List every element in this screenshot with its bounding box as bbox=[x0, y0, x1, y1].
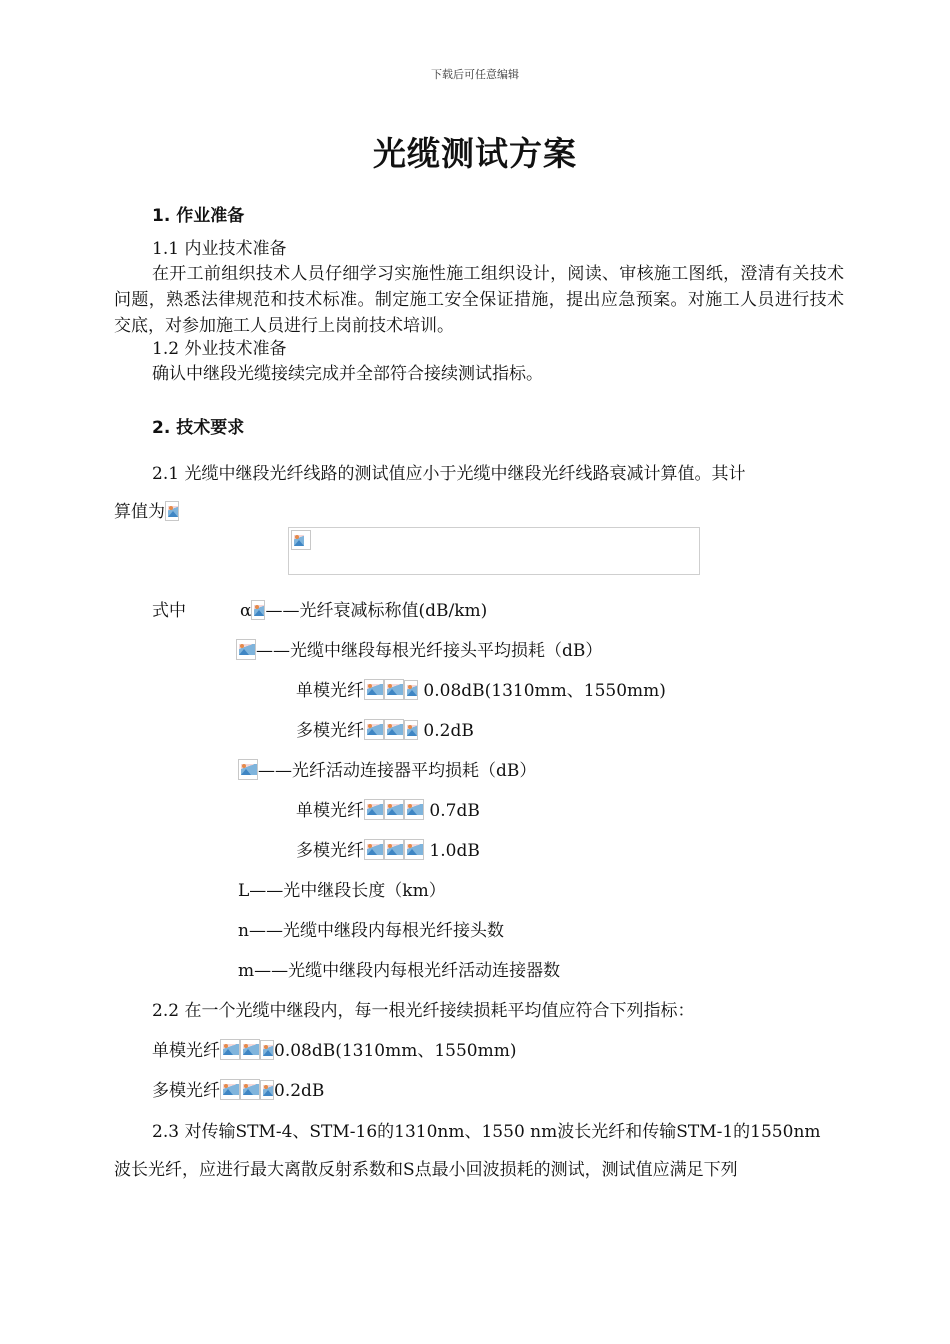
connector-single-mode-row bbox=[296, 799, 480, 824]
para-2-1-line2-text: 算值为 bbox=[114, 502, 165, 522]
broken-image-icon bbox=[291, 530, 311, 550]
alpha-description: ——光纤衰减标称值(dB/km) bbox=[265, 601, 488, 621]
L-definition: L——光中继段长度（km） bbox=[238, 881, 446, 901]
p22-multi-mode-row bbox=[152, 1079, 324, 1104]
broken-image-icon bbox=[384, 679, 404, 700]
splice-multi-mode-value: 0.2dB bbox=[423, 721, 474, 741]
section-1-1-text: 在开工前组织技术人员仔细学习实施性施工组织设计，阅读、审核施工图纸，澄清有关技术问题，熟悉法律规范和技术标准。制定施工安全保证措施，提出应急预案。对施工人员进行技术交底，对参加施工人员进行上岗前技术培训。 bbox=[114, 264, 844, 336]
formula-image bbox=[288, 527, 700, 575]
alpha-definition bbox=[240, 599, 487, 624]
para-2-3-line1: 2.3 对传输STM-4、STM-16的1310nm、1550 nm波长光纤和传输STM-1的1550nm bbox=[152, 1122, 821, 1142]
broken-image-icon bbox=[364, 799, 384, 820]
section-1-heading: 1. 作业准备 bbox=[152, 206, 245, 226]
connector-multi-mode-value: 1.0dB bbox=[429, 841, 480, 861]
broken-image-icon bbox=[364, 679, 384, 700]
para-2-2-text: 2.2 在一个光缆中继段内，每一根光纤接续损耗平均值应符合下列指标： bbox=[152, 1001, 695, 1021]
broken-image-icon bbox=[404, 839, 424, 860]
section-1-1-heading: 1.1 内业技术准备 bbox=[152, 239, 287, 259]
broken-image-icon bbox=[165, 501, 179, 521]
document-title: 光缆测试方案 bbox=[373, 134, 577, 173]
para-2-1-line1: 2.1 光缆中继段光纤线路的测试值应小于光缆中继段光纤线路衰减计算值。其计 bbox=[152, 464, 746, 484]
broken-image-icon bbox=[364, 839, 384, 860]
broken-image-icon bbox=[240, 1039, 260, 1060]
para-2-3-line2: 波长光纤，应进行最大离散反射系数和S点最小回波损耗的测试，测试值应满足下列 bbox=[114, 1160, 738, 1180]
splice-loss-definition bbox=[236, 639, 602, 664]
p22-single-mode-value: 0.08dB(1310mm、1550mm) bbox=[274, 1041, 517, 1061]
p22-single-mode-label: 单模光纤 bbox=[152, 1041, 220, 1061]
connector-loss-definition bbox=[238, 759, 536, 784]
broken-image-icon bbox=[384, 839, 404, 860]
splice-multi-mode-label: 多模光纤 bbox=[296, 721, 364, 741]
broken-image-icon bbox=[251, 600, 265, 620]
section-1-2-text: 确认中继段光缆接续完成并全部符合接续测试指标。 bbox=[152, 364, 543, 384]
splice-single-mode-value: 0.08dB(1310mm、1550mm) bbox=[423, 681, 666, 701]
header-note: 下载后可任意编辑 bbox=[431, 68, 519, 81]
broken-image-icon bbox=[404, 799, 424, 820]
p22-multi-mode-value: 0.2dB bbox=[274, 1081, 325, 1101]
connector-multi-mode-label: 多模光纤 bbox=[296, 841, 364, 861]
broken-image-icon bbox=[384, 719, 404, 740]
splice-single-mode-label: 单模光纤 bbox=[296, 681, 364, 701]
para-2-1-line2 bbox=[114, 500, 179, 525]
broken-image-icon bbox=[384, 799, 404, 820]
connector-single-mode-value: 0.7dB bbox=[429, 801, 480, 821]
broken-image-icon bbox=[260, 1080, 274, 1100]
p22-multi-mode-label: 多模光纤 bbox=[152, 1081, 220, 1101]
broken-image-icon bbox=[220, 1039, 240, 1060]
broken-image-icon bbox=[236, 639, 256, 660]
broken-image-icon bbox=[238, 759, 258, 780]
section-2-heading: 2. 技术要求 bbox=[152, 418, 245, 438]
m-definition: m——光缆中继段内每根光纤活动连接器数 bbox=[238, 961, 561, 981]
splice-single-mode-row bbox=[296, 679, 666, 704]
connector-loss-description: ——光纤活动连接器平均损耗（dB） bbox=[258, 761, 537, 781]
where-label: 式中 bbox=[152, 601, 186, 621]
broken-image-icon bbox=[240, 1079, 260, 1100]
connector-multi-mode-row bbox=[296, 839, 480, 864]
broken-image-icon bbox=[364, 719, 384, 740]
splice-multi-mode-row bbox=[296, 719, 474, 744]
broken-image-icon bbox=[260, 1040, 274, 1060]
alpha-symbol: α bbox=[240, 601, 252, 621]
section-1-2-heading: 1.2 外业技术准备 bbox=[152, 339, 287, 359]
broken-image-icon bbox=[404, 680, 418, 700]
connector-single-mode-label: 单模光纤 bbox=[296, 801, 364, 821]
splice-loss-description: ——光缆中继段每根光纤接头平均损耗（dB） bbox=[256, 641, 603, 661]
p22-single-mode-row bbox=[152, 1039, 517, 1064]
broken-image-icon bbox=[404, 720, 418, 740]
broken-image-icon bbox=[220, 1079, 240, 1100]
n-definition: n——光缆中继段内每根光纤接头数 bbox=[238, 921, 504, 941]
